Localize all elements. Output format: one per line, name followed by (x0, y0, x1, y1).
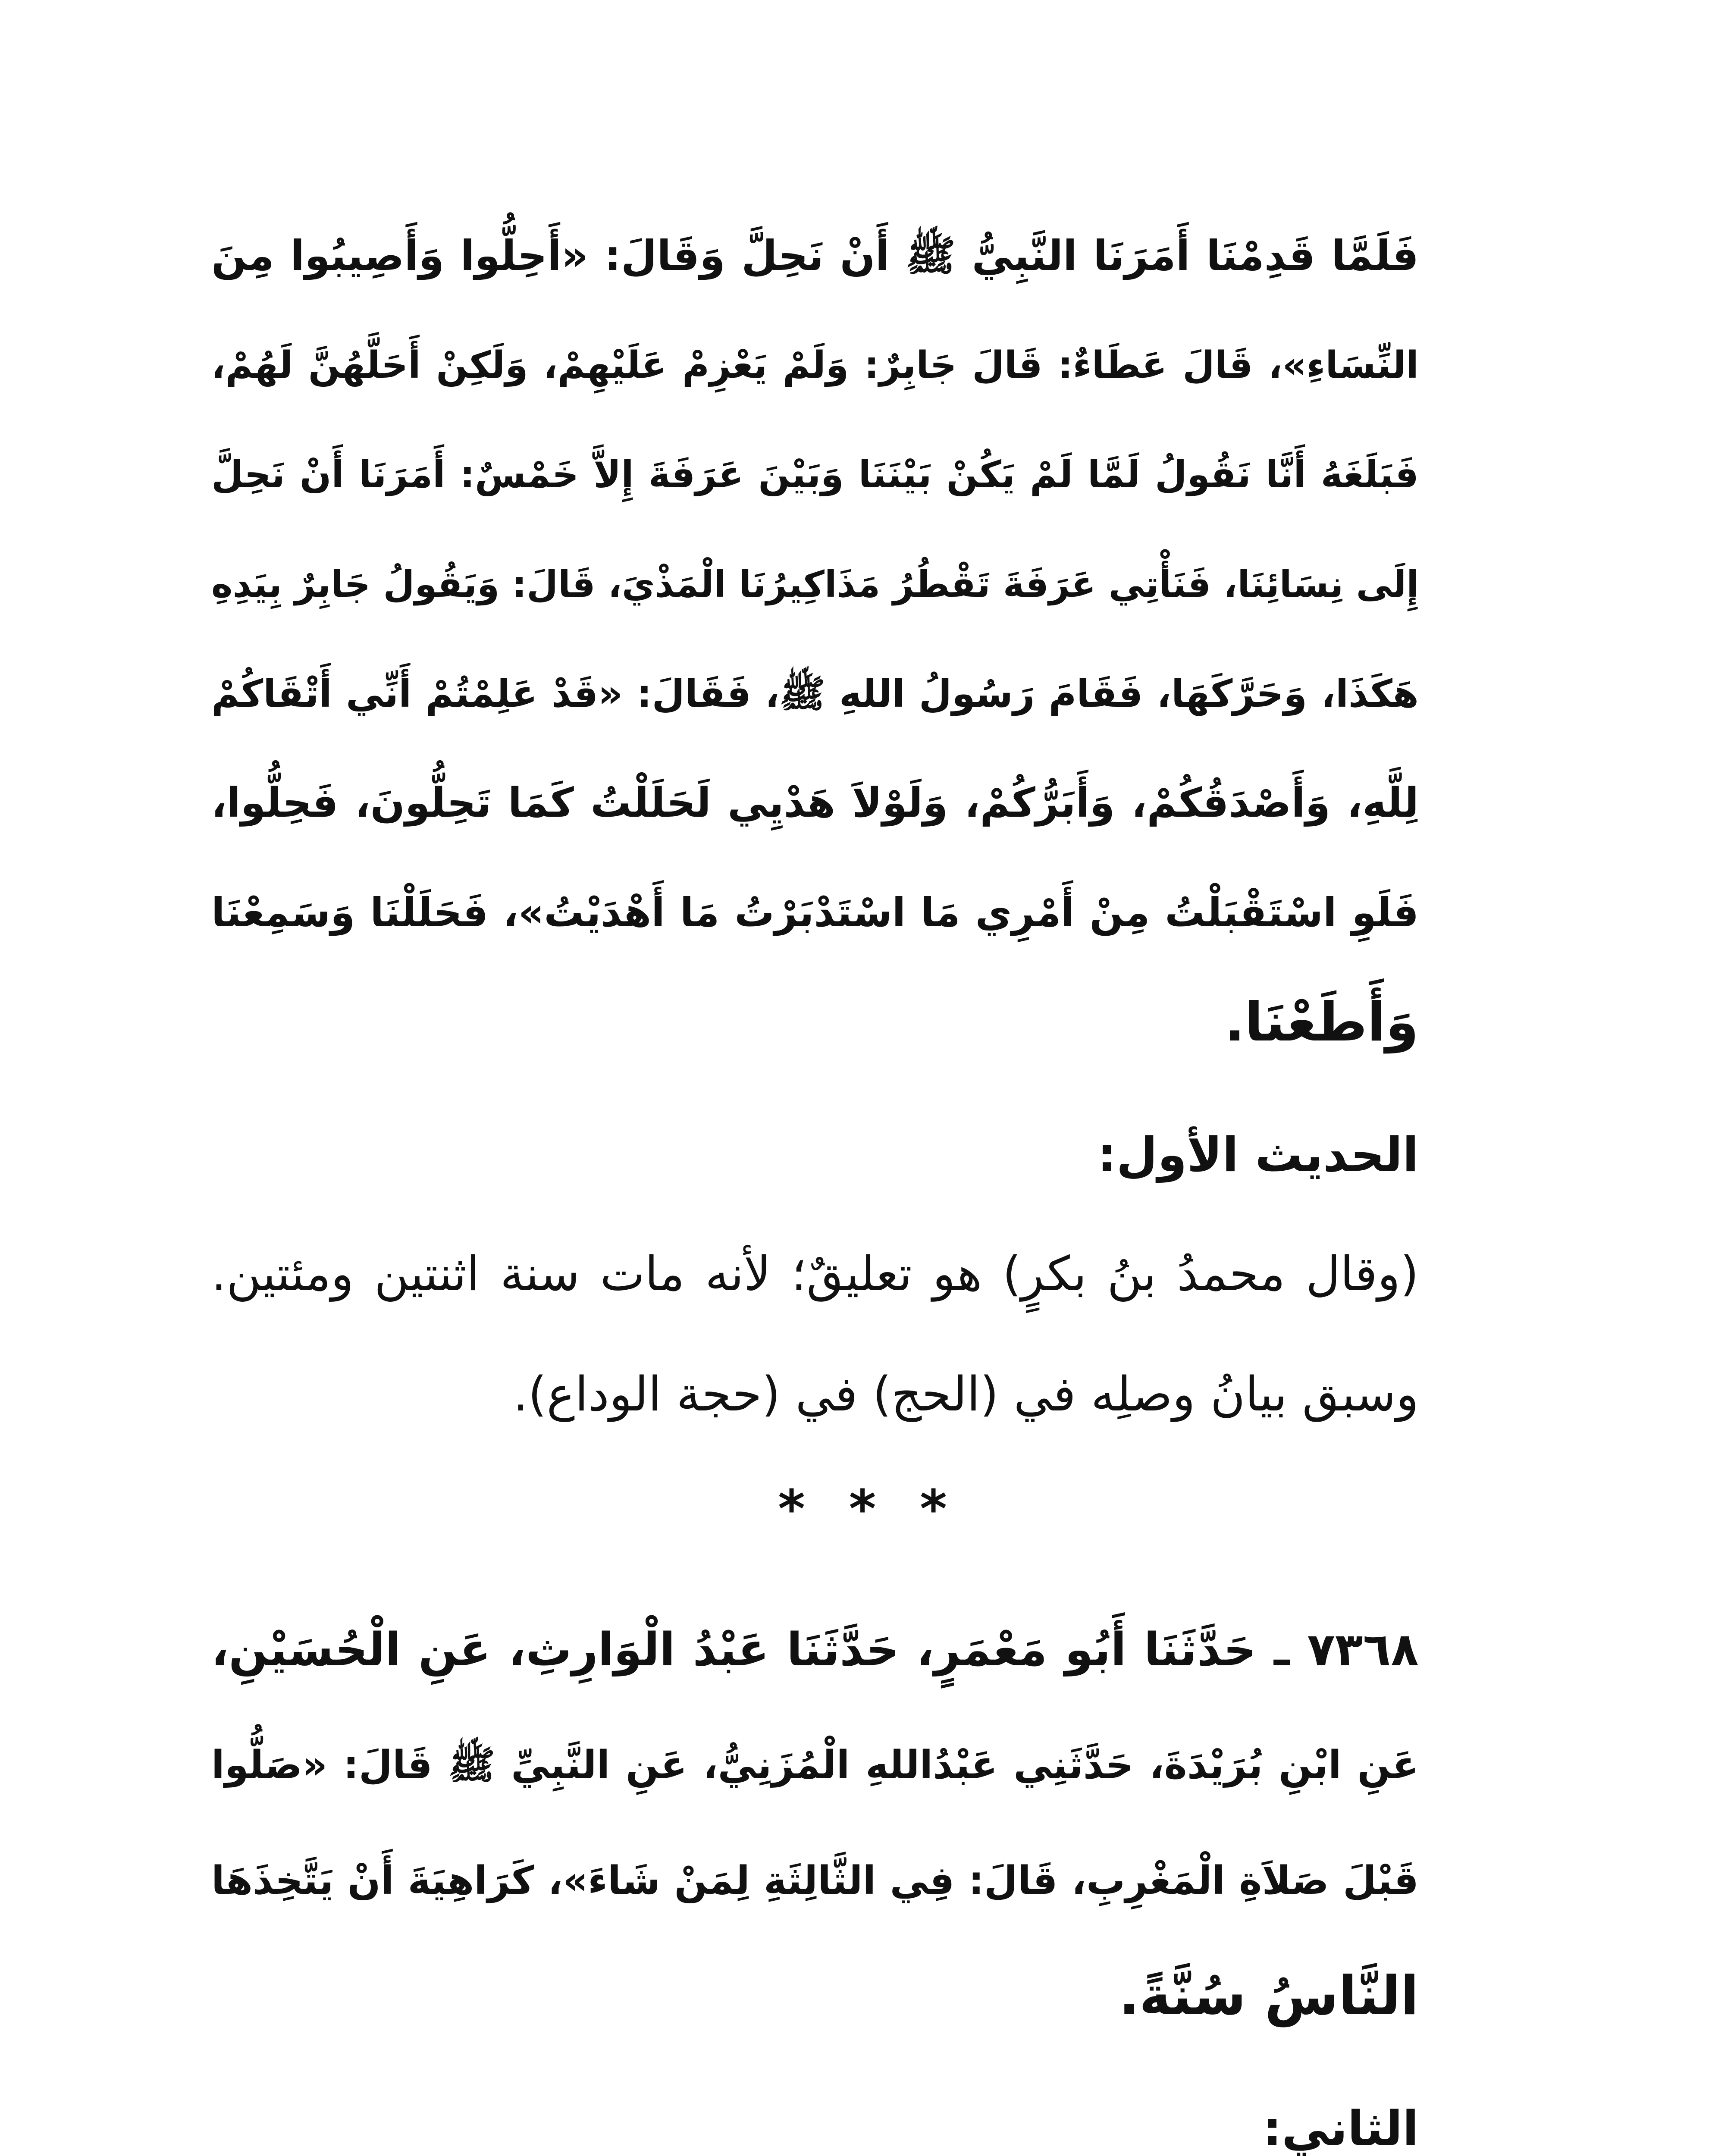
hadith-line: النِّسَاءِ»، قَالَ عَطَاءٌ: قَالَ جَابِرٌ: وَلَمْ يَعْزِمْ عَلَيْهِمْ، وَلَكِنْ أَحَلَّهُنَّ لَهُمْ، (211, 344, 1419, 387)
hadith-line: لِلَّهِ، وَأَصْدَقُكُمْ، وَأَبَرُّكُمْ، وَلَوْلاَ هَدْيِي لَحَلَلْتُ كَمَا تَحِلُّونَ، فَحِلُّوا، (211, 780, 1419, 827)
hadith-line: فَبَلَغَهُ أَنَّا نَقُولُ لَمَّا لَمْ يَكُنْ بَيْنَنَا وَبَيْنَ عَرَفَةَ إِلاَّ خَمْسٌ: أَمَرَنَا أَنْ نَحِلَّ (211, 453, 1419, 496)
hadith-line: ٧٣٦٨ ـ حَدَّثَنَا أَبُو مَعْمَرٍ، حَدَّثَنَا عَبْدُ الْوَارِثِ، عَنِ الْحُسَيْنِ، (211, 1623, 1419, 1676)
section-separator: * * * (778, 1479, 947, 1539)
hadith-line: إِلَى نِسَائِنَا، فَنَأْتِي عَرَفَةَ تَقْطُرُ مَذَاكِيرُنَا الْمَذْيَ، قَالَ: وَيَقُولُ جَابِرٌ بِيَدِهِ (211, 563, 1419, 605)
commentary-line-last: وسبق بيانُ وصلِه في (الحج) في (حجة الوداع). (513, 1366, 1419, 1422)
section-heading-first: الحديث الأول: (1097, 1127, 1419, 1182)
hadith-line: فَلَوِ اسْتَقْبَلْتُ مِنْ أَمْرِي مَا اسْتَدْبَرْتُ مَا أَهْدَيْتُ»، فَحَلَلْنَا وَسَمِعْنَا (211, 890, 1419, 936)
hadith-line: عَنِ ابْنِ بُرَيْدَةَ، حَدَّثَنِي عَبْدُاللهِ الْمُزَنِيُّ، عَنِ النَّبِيِّ ﷺ قَالَ: «صَلُّوا (211, 1742, 1419, 1788)
hadith-line-last: وَأَطَعْنَا. (1224, 991, 1419, 1053)
commentary-line: (وقال محمدُ بنُ بكرٍ) هو تعليقٌ؛ لأنه مات سنة اثنتين ومئتين. (211, 1246, 1419, 1301)
hadith-line-last: النَّاسُ سُنَّةً. (1119, 1965, 1419, 2027)
hadith-line: قَبْلَ صَلاَةِ الْمَغْرِبِ، قَالَ: فِي الثَّالِثَةِ لِمَنْ شَاءَ»، كَرَاهِيَةَ أَنْ يَتَّخِذَهَا (211, 1858, 1419, 1903)
hadith-line: هَكَذَا، وَحَرَّكَهَا، فَقَامَ رَسُولُ اللهِ ﷺ، فَقَالَ: «قَدْ عَلِمْتُمْ أَنِّي أَتْقَاكُمْ (211, 671, 1419, 716)
section-heading-second: الثاني: (1263, 2101, 1419, 2156)
hadith-line: فَلَمَّا قَدِمْنَا أَمَرَنَا النَّبِيُّ ﷺ أَنْ نَحِلَّ وَقَالَ: «أَحِلُّوا وَأَصِيبُوا مِنَ (211, 232, 1419, 280)
